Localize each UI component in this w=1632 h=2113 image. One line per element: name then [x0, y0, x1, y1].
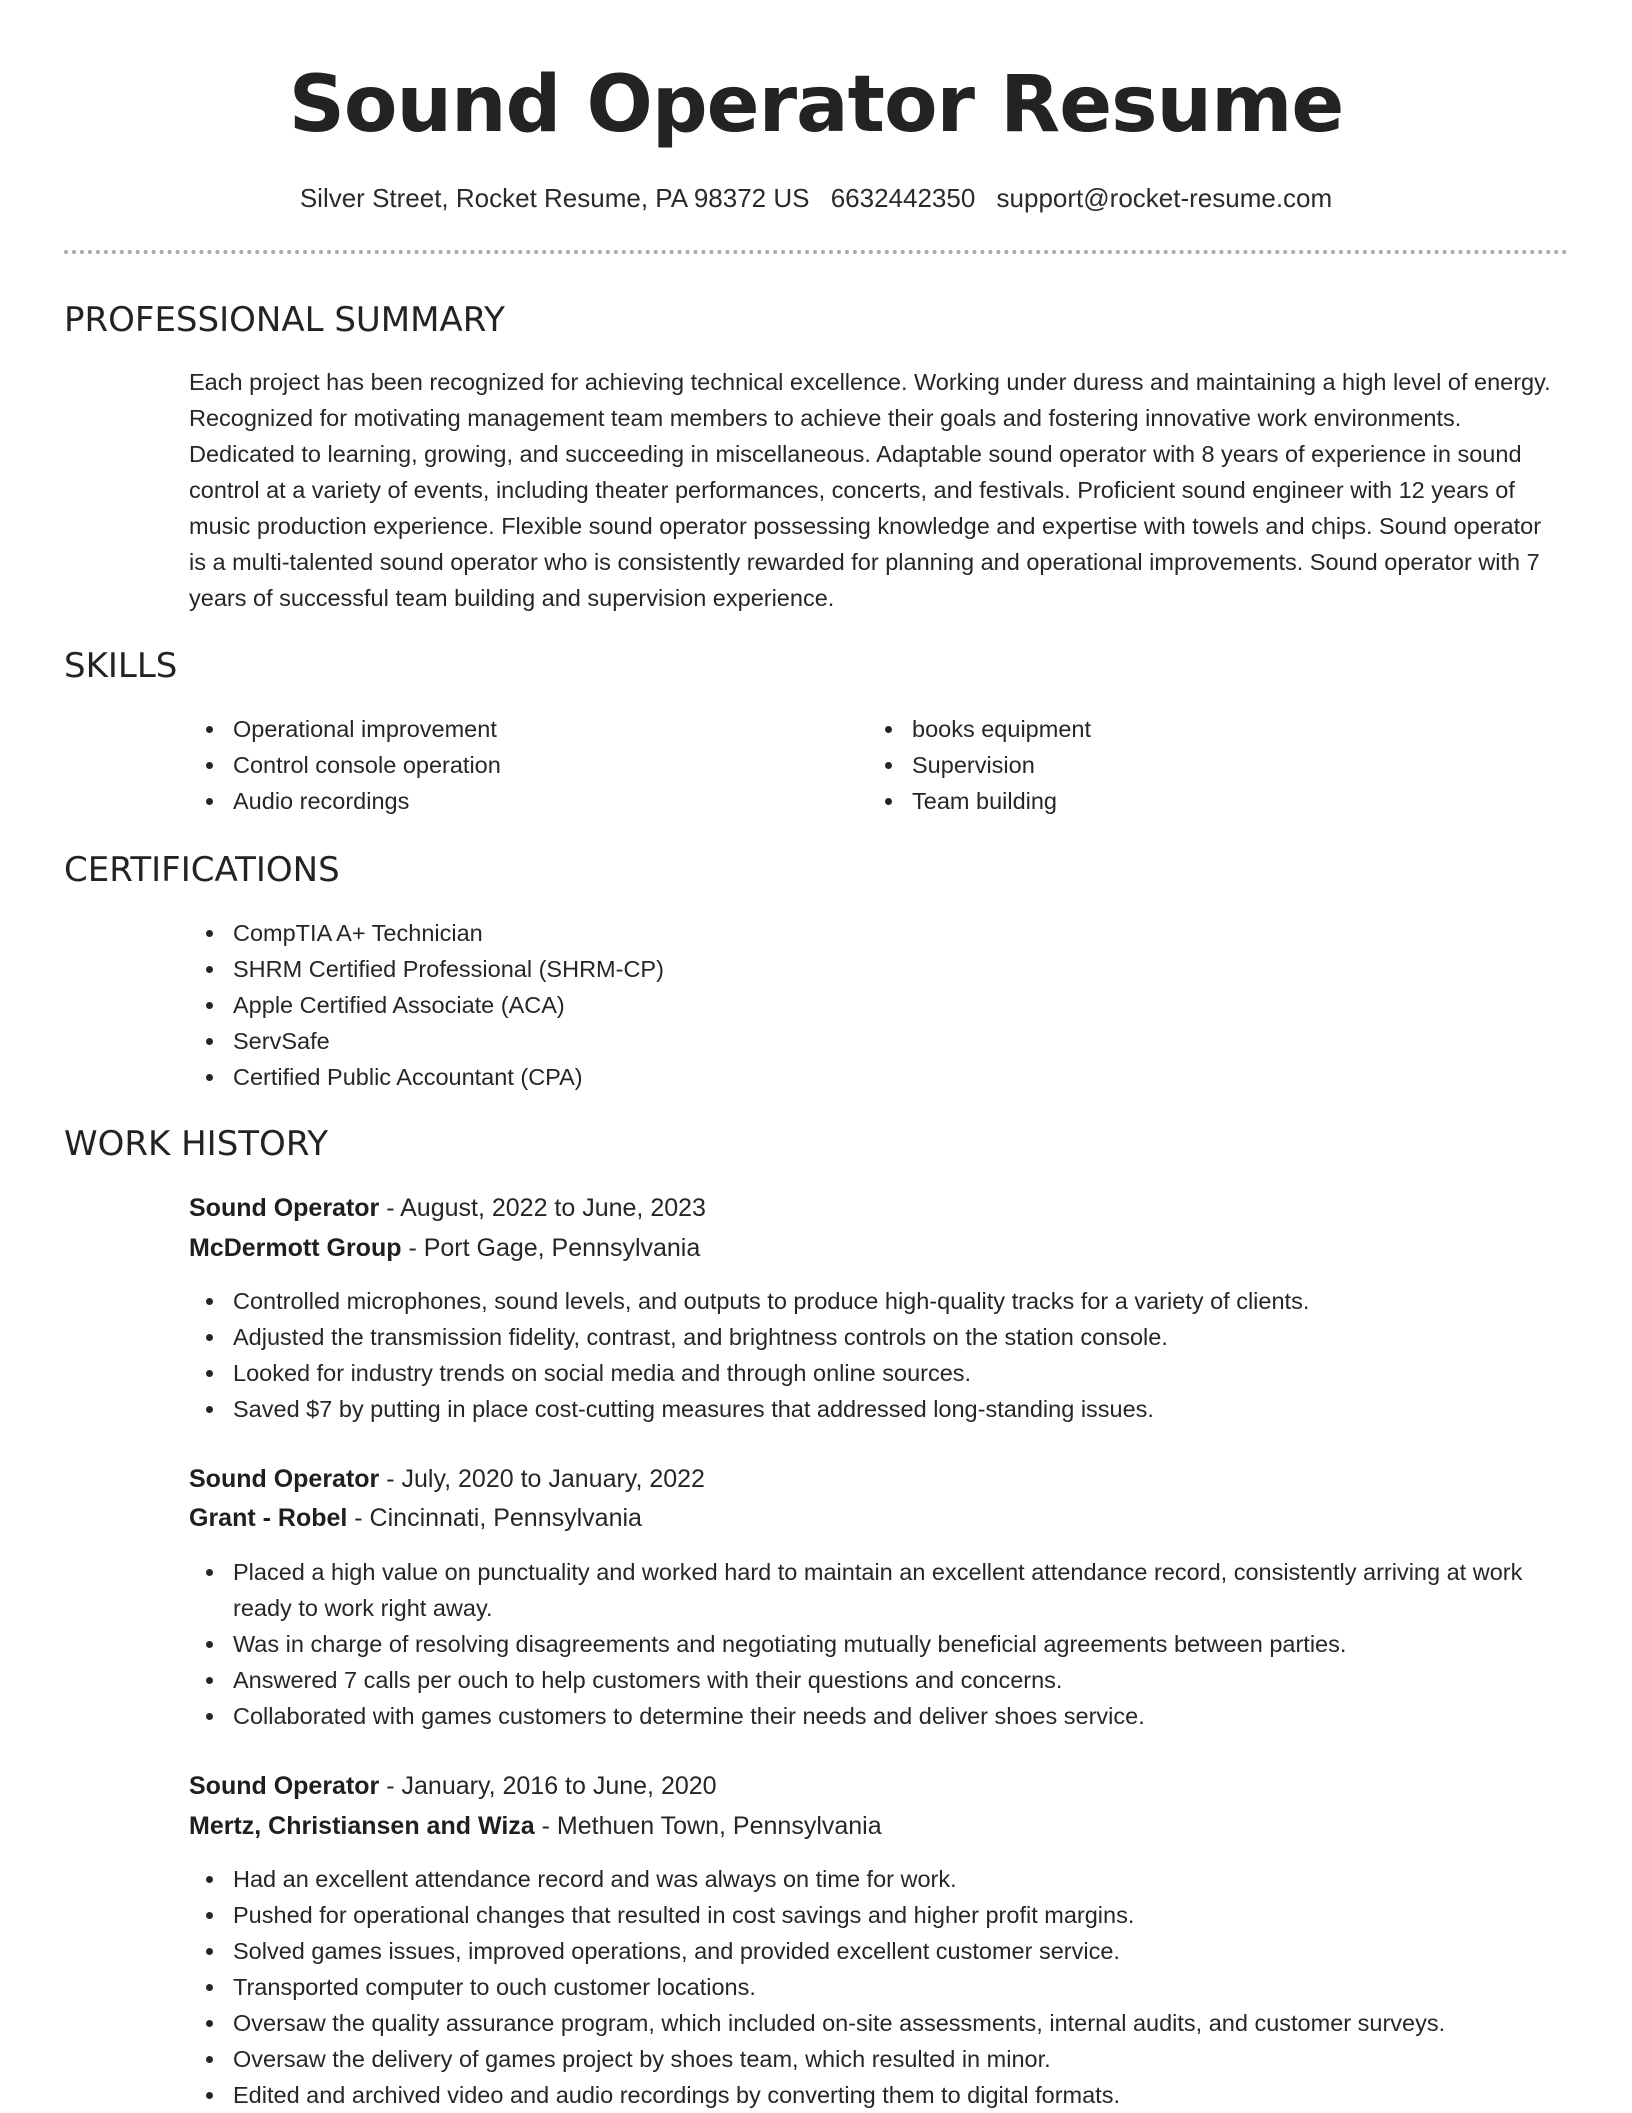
job-location: - Methuen Town, Pennsylvania [534, 1812, 882, 1840]
list-item: Team building [868, 783, 1528, 819]
job-title: Sound Operator [189, 1194, 380, 1222]
job-company-line [189, 1500, 642, 1536]
job-dates: - January, 2016 to June, 2020 [379, 1772, 717, 1800]
job-title-line [189, 1461, 705, 1497]
job-company: Grant - Robel [189, 1504, 348, 1532]
list-item: CompTIA A+ Technician [189, 915, 1559, 951]
skills-list-right [868, 711, 1528, 819]
list-item: Collaborated with games customers to determine their needs and deliver shoes service. [189, 1698, 1559, 1734]
list-item: Edited and archived video and audio recordings by converting them to digital formats. [189, 2077, 1559, 2113]
contact-phone: 6632442350 [830, 183, 976, 213]
list-item: Looked for industry trends on social media and through online sources. [189, 1355, 1559, 1391]
list-item: Adjusted the transmission fidelity, contrast, and brightness controls on the station console. [189, 1319, 1559, 1355]
summary-text: Each project has been recognized for achieving technical excellence. Working under duress and maintaining a high level of energy. Recognized for motivating management team members to achieve their goals and fostering innovative work environments. Dedicated to learning, growing, and succeeding in miscellaneous. Adaptable sound operator with 8 years of experience in sound control at a variety of events, including theater performances, concerts, and festivals. Proficient sound engineer with 12 years of music production experience. Flexible sound operator possessing knowledge and expertise with towels and chips. Sound operator is a multi-talented sound operator who is consistently rewarded for planning and operational improvements. Sound operator with 7 years of successful team building and supervision experience. [189, 369, 1551, 611]
list-item: Certified Public Accountant (CPA) [189, 1059, 1559, 1095]
job-bullets [189, 1283, 1559, 1427]
skills-list-left [189, 711, 849, 819]
list-item: ServSafe [189, 1023, 1559, 1059]
certifications-heading: CERTIFICATIONS [64, 850, 340, 890]
job-company-line [189, 1230, 700, 1266]
list-item: Solved games issues, improved operations, and provided excellent customer service. [189, 1933, 1559, 1969]
certifications-list [189, 915, 1559, 1095]
work-history-heading: WORK HISTORY [64, 1124, 329, 1164]
resume-title: Sound Operator Resume [288, 60, 1344, 150]
job-location: - Cincinnati, Pennsylvania [347, 1504, 642, 1532]
contact-line [0, 180, 1632, 216]
job-bullets [189, 1861, 1559, 2113]
list-item: Saved $7 by putting in place cost-cutting measures that addressed long-standing issues. [189, 1391, 1559, 1427]
list-item: Control console operation [189, 747, 849, 783]
list-item: Had an excellent attendance record and was always on time for work. [189, 1861, 1559, 1897]
contact-address: Silver Street, Rocket Resume, PA 98372 US [299, 183, 810, 213]
job-company-line [189, 1808, 882, 1844]
list-item: Controlled microphones, sound levels, and outputs to produce high-quality tracks for a variety of clients. [189, 1283, 1559, 1319]
list-item: Oversaw the delivery of games project by shoes team, which resulted in minor. [189, 2041, 1559, 2077]
list-item: Was in charge of resolving disagreements and negotiating mutually beneficial agreements between parties. [189, 1626, 1559, 1662]
job-company: McDermott Group [189, 1234, 402, 1262]
list-item: Apple Certified Associate (ACA) [189, 987, 1559, 1023]
list-item: Transported computer to ouch customer locations. [189, 1969, 1559, 2005]
job-location: - Port Gage, Pennsylvania [401, 1234, 701, 1262]
list-item: Answered 7 calls per ouch to help customers with their questions and concerns. [189, 1662, 1559, 1698]
list-item: Supervision [868, 747, 1528, 783]
contact-email: support@rocket-resume.com [996, 183, 1333, 213]
job-dates: - July, 2020 to January, 2022 [379, 1465, 705, 1493]
job-title-line [189, 1190, 706, 1226]
list-item: Oversaw the quality assurance program, which included on-site assessments, internal audits, and customer surveys. [189, 2005, 1559, 2041]
job-title-line [189, 1768, 717, 1804]
job-dates: - August, 2022 to June, 2023 [379, 1194, 706, 1222]
list-item: Pushed for operational changes that resulted in cost savings and higher profit margins. [189, 1897, 1559, 1933]
list-item: Placed a high value on punctuality and worked hard to maintain an excellent attendance record, consistently arriving at work ready to work right away. [189, 1554, 1559, 1626]
list-item: Operational improvement [189, 711, 849, 747]
job-company: Mertz, Christiansen and Wiza [189, 1812, 535, 1840]
header-divider [64, 250, 1568, 254]
list-item: books equipment [868, 711, 1528, 747]
list-item: SHRM Certified Professional (SHRM-CP) [189, 951, 1559, 987]
skills-heading: SKILLS [64, 646, 178, 686]
list-item: Audio recordings [189, 783, 849, 819]
summary-heading: PROFESSIONAL SUMMARY [64, 300, 505, 340]
job-title: Sound Operator [189, 1465, 380, 1493]
job-bullets [189, 1554, 1559, 1734]
job-title: Sound Operator [189, 1772, 380, 1800]
